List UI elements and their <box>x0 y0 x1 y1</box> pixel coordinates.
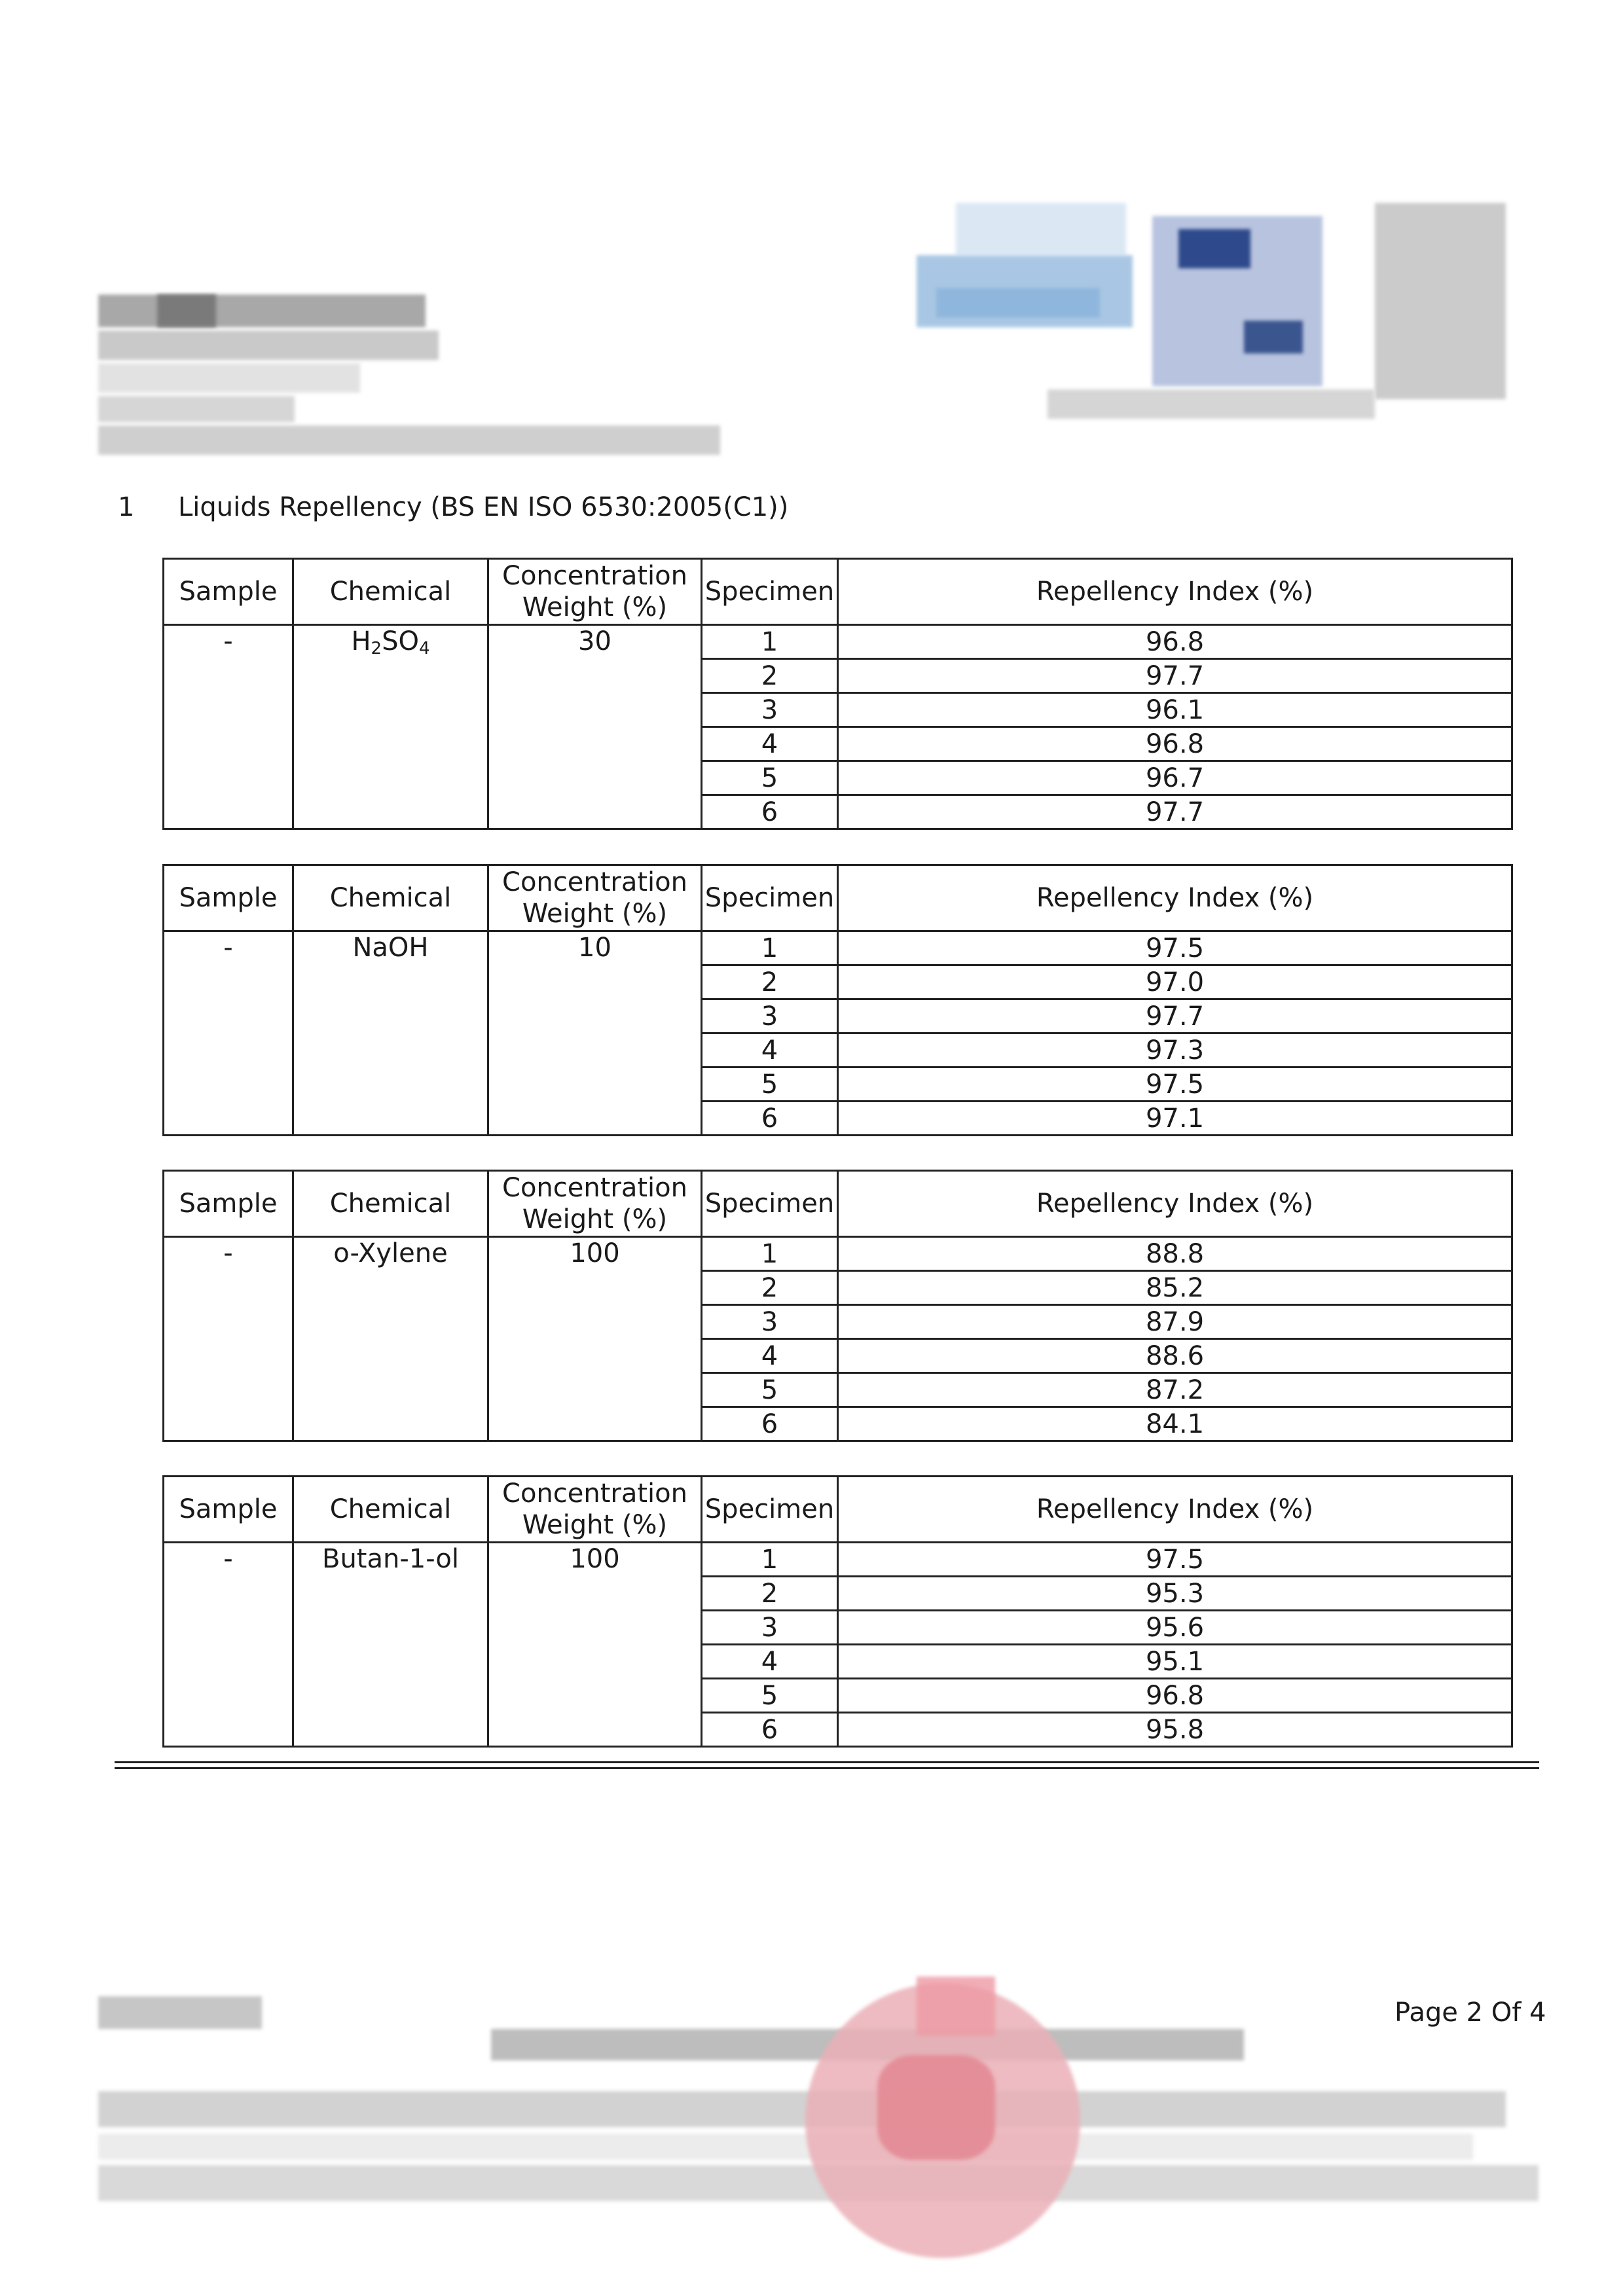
header-chemical: Chemical <box>293 559 488 625</box>
index-cell: 96.8 <box>838 1679 1512 1713</box>
redacted-company-logo <box>98 259 458 461</box>
header-chemical: Chemical <box>293 1171 488 1237</box>
index-cell: 95.8 <box>838 1713 1512 1747</box>
sample-cell: - <box>164 1237 293 1441</box>
header-sample: Sample <box>164 1171 293 1237</box>
end-rule-top <box>115 1761 1539 1763</box>
repellency-table-naoh <box>162 864 1513 1136</box>
table-row <box>164 1543 1512 1577</box>
table-header-row <box>164 865 1512 931</box>
concentration-cell: 10 <box>488 931 702 1136</box>
specimen-cell: 3 <box>702 1611 838 1645</box>
specimen-cell: 5 <box>702 761 838 795</box>
specimen-cell: 3 <box>702 999 838 1033</box>
index-cell: 97.7 <box>838 659 1512 693</box>
table-header-row <box>164 559 1512 625</box>
specimen-cell: 4 <box>702 727 838 761</box>
header-chemical: Chemical <box>293 865 488 931</box>
section-number: 1 <box>118 492 135 522</box>
page-number: Page 2 Of 4 <box>1395 1998 1546 2028</box>
specimen-cell: 2 <box>702 1271 838 1305</box>
specimen-cell: 5 <box>702 1373 838 1407</box>
index-cell: 85.2 <box>838 1271 1512 1305</box>
specimen-cell: 6 <box>702 1713 838 1747</box>
chemical-cell: Butan-1-ol <box>293 1543 488 1747</box>
repellency-table-h2so4 <box>162 558 1513 830</box>
end-rule-bottom <box>115 1767 1539 1769</box>
table-row <box>164 931 1512 965</box>
specimen-cell: 2 <box>702 659 838 693</box>
index-cell: 95.1 <box>838 1645 1512 1679</box>
index-cell: 97.3 <box>838 1033 1512 1067</box>
header-specimen: Specimen <box>702 1171 838 1237</box>
header-repellency-index: Repellency Index (%) <box>838 865 1512 931</box>
header-specimen: Specimen <box>702 559 838 625</box>
specimen-cell: 5 <box>702 1679 838 1713</box>
header-concentration: Concentration Weight (%) <box>488 1477 702 1543</box>
specimen-cell: 2 <box>702 965 838 999</box>
header-sample: Sample <box>164 559 293 625</box>
concentration-cell: 100 <box>488 1237 702 1441</box>
chemical-cell: o-Xylene <box>293 1237 488 1441</box>
specimen-cell: 1 <box>702 1543 838 1577</box>
specimen-cell: 3 <box>702 693 838 727</box>
sample-cell: - <box>164 625 293 829</box>
table-row <box>164 625 1512 659</box>
index-cell: 84.1 <box>838 1407 1512 1441</box>
specimen-cell: 2 <box>702 1577 838 1611</box>
specimen-cell: 5 <box>702 1067 838 1102</box>
header-repellency-index: Repellency Index (%) <box>838 1477 1512 1543</box>
header-concentration: Concentration Weight (%) <box>488 559 702 625</box>
header-concentration: Concentration Weight (%) <box>488 1171 702 1237</box>
chemical-cell: NaOH <box>293 931 488 1136</box>
specimen-cell: 3 <box>702 1305 838 1339</box>
index-cell: 87.2 <box>838 1373 1512 1407</box>
redacted-stamp <box>786 1964 1100 2278</box>
index-cell: 87.9 <box>838 1305 1512 1339</box>
index-cell: 97.7 <box>838 795 1512 829</box>
specimen-cell: 1 <box>702 931 838 965</box>
table-header-row <box>164 1477 1512 1543</box>
concentration-cell: 30 <box>488 625 702 829</box>
index-cell: 96.8 <box>838 727 1512 761</box>
concentration-cell: 100 <box>488 1543 702 1747</box>
specimen-cell: 6 <box>702 1102 838 1136</box>
index-cell: 97.7 <box>838 999 1512 1033</box>
header-repellency-index: Repellency Index (%) <box>838 559 1512 625</box>
redacted-accreditation-logo <box>917 190 1519 432</box>
index-cell: 97.5 <box>838 1067 1512 1102</box>
index-cell: 96.1 <box>838 693 1512 727</box>
index-cell: 97.5 <box>838 1543 1512 1577</box>
repellency-table-butan-1-ol <box>162 1475 1513 1748</box>
header-specimen: Specimen <box>702 1477 838 1543</box>
header-sample: Sample <box>164 865 293 931</box>
header-repellency-index: Repellency Index (%) <box>838 1171 1512 1237</box>
section-heading <box>118 492 788 522</box>
index-cell: 95.3 <box>838 1577 1512 1611</box>
specimen-cell: 1 <box>702 1237 838 1271</box>
index-cell: 96.7 <box>838 761 1512 795</box>
index-cell: 97.0 <box>838 965 1512 999</box>
table-header-row <box>164 1171 1512 1237</box>
specimen-cell: 6 <box>702 1407 838 1441</box>
header-concentration: Concentration Weight (%) <box>488 865 702 931</box>
header-sample: Sample <box>164 1477 293 1543</box>
table-row <box>164 1237 1512 1271</box>
specimen-cell: 4 <box>702 1033 838 1067</box>
specimen-cell: 6 <box>702 795 838 829</box>
specimen-cell: 4 <box>702 1645 838 1679</box>
section-title-text: Liquids Repellency (BS EN ISO 6530:2005(C1)) <box>178 492 789 522</box>
chemical-cell: $H_2SO_4$ <box>293 625 488 829</box>
index-cell: 96.8 <box>838 625 1512 659</box>
index-cell: 95.6 <box>838 1611 1512 1645</box>
repellency-table-o-xylene <box>162 1170 1513 1442</box>
header-specimen: Specimen <box>702 865 838 931</box>
specimen-cell: 1 <box>702 625 838 659</box>
header-chemical: Chemical <box>293 1477 488 1543</box>
index-cell: 97.5 <box>838 931 1512 965</box>
index-cell: 97.1 <box>838 1102 1512 1136</box>
specimen-cell: 4 <box>702 1339 838 1373</box>
index-cell: 88.8 <box>838 1237 1512 1271</box>
sample-cell: - <box>164 1543 293 1747</box>
index-cell: 88.6 <box>838 1339 1512 1373</box>
sample-cell: - <box>164 931 293 1136</box>
